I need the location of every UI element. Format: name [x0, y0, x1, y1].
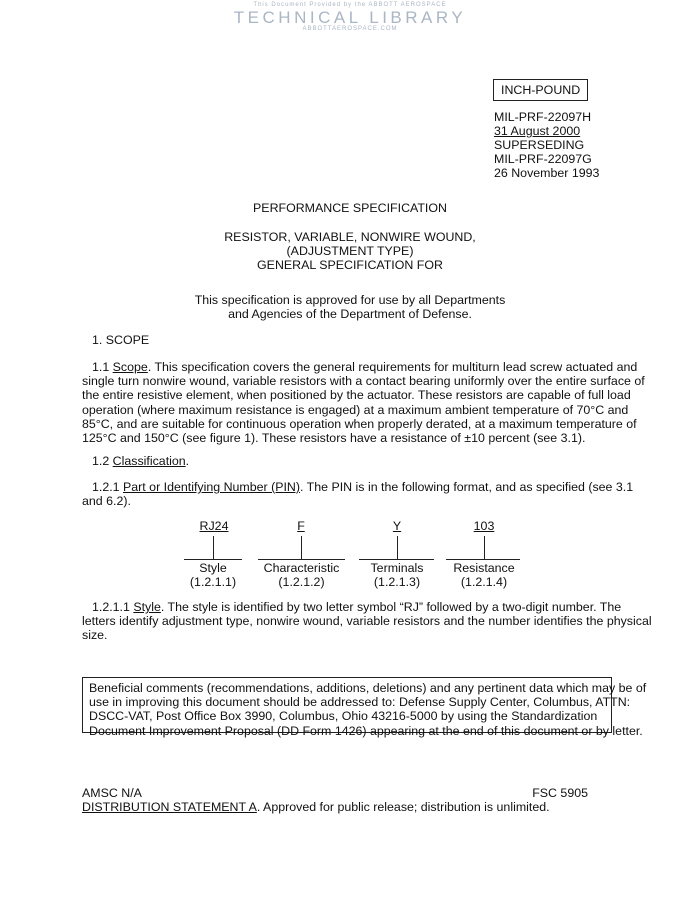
pin-ref-terminals: (1.2.1.3): [373, 575, 421, 589]
pin-code-terminals: Y: [392, 519, 402, 533]
comments-text: [89, 681, 647, 738]
watermark-library-title: TECHNICAL LIBRARY: [233, 8, 467, 27]
p11-num: 1.1: [92, 360, 113, 374]
comments-line-2: use in improving this document should be addressed to: Defense Supply Center, Columbus, ATTN:: [89, 695, 631, 710]
pin-rule-terminals: [359, 559, 434, 560]
superseding-label: SUPERSEDING: [494, 138, 585, 152]
p11-title: Scope: [112, 360, 148, 374]
pin-connector-terminals: [397, 536, 398, 560]
p1211-line-1: . The style is identified by two letter symbol “RJ” followed by a two-digit number. The: [160, 600, 622, 614]
p11-line-1: . This specification covers the general requirements for multiturn lead screw actuated and: [147, 360, 638, 374]
pin-label-style: Style: [199, 561, 227, 575]
p1211-line-3: size.: [82, 628, 108, 643]
doc-id: MIL-PRF-22097H: [494, 110, 592, 124]
p1211-line-2: letters identify adjustment type, nonwire wound, variable resistors and the number identifies the physical: [82, 614, 652, 629]
p11-line-3: the entire resistive element, when positioned by the actuator. These resistors are capable of full load: [82, 388, 631, 403]
pin-connector-style: [213, 536, 214, 560]
p121-title: Part or Identifying Number (PIN): [123, 480, 300, 494]
p1211-title: Style: [133, 600, 161, 614]
pin-label-characteristic: Characteristic: [263, 561, 340, 575]
pin-ref-style: (1.2.1.1): [189, 575, 237, 589]
distribution-statement: [82, 800, 550, 814]
pin-code-characteristic: F: [297, 519, 305, 533]
watermark-provider-line: This Document Provided by the ABBOTT AEROSPACE: [253, 2, 447, 8]
p11-line-5: 85°C, and are suitable for continuous operation when properly derated, at a maximum temperature of: [82, 416, 637, 431]
pin-connector-characteristic: [301, 536, 302, 560]
pin-label-resistance: Resistance: [453, 561, 515, 575]
pin-ref-characteristic: (1.2.1.2): [278, 575, 325, 589]
p121-line-1: . The PIN is in the following format, and as specified (see 3.1: [300, 480, 634, 494]
p121-line-2: and 6.2).: [82, 494, 131, 509]
unit-box-label: INCH-POUND: [501, 83, 581, 97]
amsc-label: AMSC N/A: [82, 786, 142, 800]
approval-line-1: This specification is approved for use by all Departments: [194, 293, 506, 307]
pin-ref-resistance: (1.2.1.4): [460, 575, 508, 589]
approval-line-2: and Agencies of the Department of Defense.: [228, 307, 472, 321]
pin-rule-characteristic: [258, 559, 345, 560]
pin-code-style: RJ24: [199, 519, 229, 533]
watermark-url: ABBOTTAEROSPACE.COM: [302, 26, 398, 32]
pin-rule-resistance: [446, 559, 520, 560]
pin-rule-style: [184, 559, 242, 560]
paragraph-1-1: [82, 360, 645, 446]
title-line-1: RESISTOR, VARIABLE, NONWIRE WOUND,: [224, 230, 476, 244]
distribution-text: . Approved for public release; distribution is unlimited.: [256, 800, 550, 814]
p11-line-4: operation (where maximum resistance is engaged) at a maximum ambient temperature of 70°C and: [82, 402, 629, 417]
title-line-2: (ADJUSTMENT TYPE): [286, 244, 414, 258]
p12-title: Classification: [112, 454, 186, 468]
fsc-label: FSC 5905: [532, 786, 588, 800]
title-line-3: GENERAL SPECIFICATION FOR: [257, 258, 443, 272]
spec-type: PERFORMANCE SPECIFICATION: [253, 201, 447, 215]
p11-line-2: single turn nonwire wound, variable resistors with a contact bearing uniformly over the entire surface of: [82, 374, 645, 389]
doc-date: 31 August 2000: [494, 124, 581, 138]
distribution-title: DISTRIBUTION STATEMENT A: [82, 800, 257, 814]
p12-num: 1.2: [92, 454, 113, 468]
pin-code-resistance: 103: [473, 519, 495, 533]
paragraph-1-2-1-1: [82, 600, 652, 643]
p11-line-6: 125°C and 150°C (see figure 1). These resistors have a resistance of ±10 percent (see 3.1).: [82, 431, 586, 446]
p12-end: .: [185, 454, 190, 468]
old-doc-id: MIL-PRF-22097G: [494, 152, 592, 166]
p121-num: 1.2.1: [92, 480, 124, 494]
comments-line-4: Document Improvement Proposal (DD Form 1426) appearing at the end of this document or by letter.: [89, 723, 643, 738]
comments-line-3: DSCC-VAT, Post Office Box 3990, Columbus, Ohio 43216-5000 by using the Standardization: [89, 709, 598, 724]
pin-label-terminals: Terminals: [370, 561, 424, 575]
old-doc-date: 26 November 1993: [494, 166, 600, 180]
p1211-num: 1.2.1.1: [92, 600, 134, 614]
comments-line-1: Beneficial comments (recommendations, additions, deletions) and any pertinent data which may be of: [89, 681, 647, 695]
pin-connector-resistance: [484, 536, 485, 560]
section-heading-scope: 1. SCOPE: [92, 333, 150, 347]
paragraph-1-2-1: [82, 480, 634, 509]
paragraph-1-2: [92, 454, 189, 468]
